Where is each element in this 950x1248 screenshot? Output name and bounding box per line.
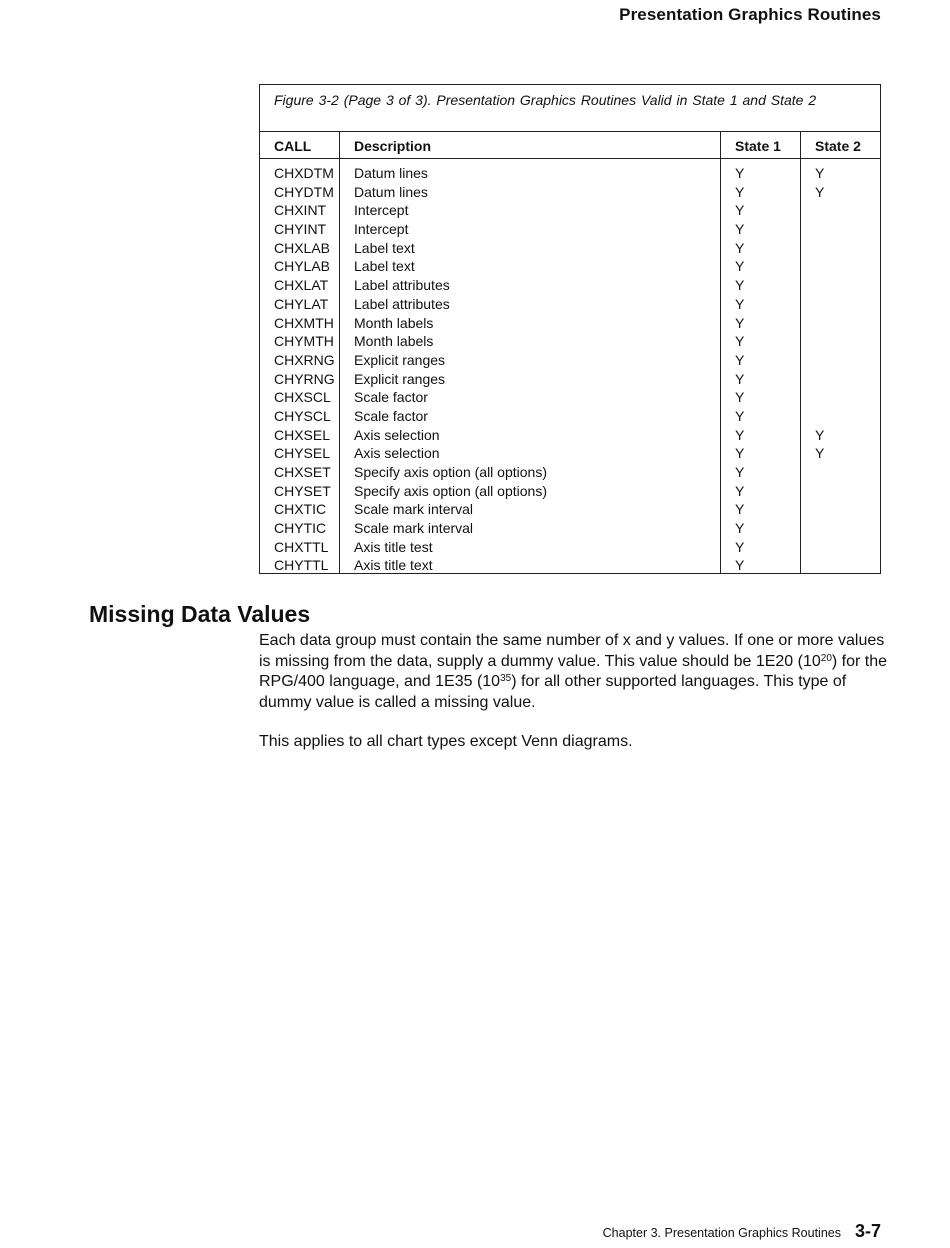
description-cell: Axis title text [354,557,433,574]
table-row [260,201,880,220]
description-cell: Label attributes [354,277,450,294]
description-cell: Explicit ranges [354,351,446,368]
state1-cell: Y [735,407,745,424]
description-cell: Scale factor [354,407,428,424]
state1-cell: Y [735,389,745,406]
call-cell: CHXSET [274,464,331,480]
body-paragraph [259,631,889,714]
table-row [260,183,880,202]
table-row [260,257,880,276]
state1-cell: Y [735,501,745,518]
state1-cell: Y [735,482,745,499]
paragraph-text: ) for all other supported languages. This type of dummy value is called a missing value. [259,673,847,712]
table-row [260,388,880,407]
table-row [260,519,880,538]
state1-cell: Y [735,370,745,387]
call-cell: CHYSEL [274,445,331,462]
state2-cell: Y [815,165,825,181]
description-cell: Scale mark interval [354,501,474,518]
table-row [260,351,880,370]
state1-cell: Y [735,314,745,331]
figure-caption: Figure 3-2 (Page 3 of 3). Presentation Graphics Routines Valid in State 1 and State 2 [274,92,817,108]
page-number: 3-7 [854,1221,881,1241]
description-cell: Axis selection [354,426,440,443]
state1-cell: Y [735,277,745,294]
table-row [260,538,880,557]
column-header-call: CALL [274,138,312,154]
description-cell: Intercept [354,221,409,238]
call-cell: CHYMTH [274,333,334,350]
description-cell: Label text [354,239,415,256]
table-row [260,463,880,482]
state2-cell: Y [815,426,825,443]
call-cell: CHXSCL [274,389,331,406]
table-row [260,444,880,463]
table-row [260,407,880,426]
call-cell: CHXTTL [274,538,329,555]
call-cell: CHXLAB [274,239,331,256]
column-header-state1: State 1 [735,138,781,154]
call-cell: CHYRNG [274,370,335,387]
call-cell: CHXDTM [274,165,334,181]
description-cell: Datum lines [354,183,428,200]
superscript-exponent: 35 [500,673,512,685]
table-row [260,332,880,351]
table-row [260,426,880,445]
state1-cell: Y [735,333,745,350]
figure-table [259,84,881,574]
call-cell: CHYSCL [274,407,331,424]
table-row [260,220,880,239]
description-cell: Month labels [354,314,434,331]
call-cell: CHYTIC [274,520,327,537]
table-row [260,500,880,519]
table-row [260,164,880,183]
call-cell: CHXRNG [274,351,335,368]
state2-cell: Y [815,445,825,462]
table-row [260,314,880,333]
table-body [260,164,880,575]
table-row [260,482,880,501]
call-cell: CHXINT [274,202,327,219]
superscript-exponent: 20 [820,652,832,664]
call-cell: CHXSEL [274,426,331,443]
description-cell: Scale factor [354,389,428,406]
footer-chapter-text: Chapter 3. Presentation Graphics Routines [602,1226,841,1240]
section-heading: Missing Data Values [89,601,311,627]
paragraph-text: ) for the RPG/400 language, and 1E35 (10 [259,652,888,691]
state1-cell: Y [735,183,745,200]
description-cell: Axis title test [354,538,433,555]
description-cell: Explicit ranges [354,370,446,387]
state1-cell: Y [735,221,745,238]
running-header-title: Presentation Graphics Routines [619,5,881,24]
paragraph-text: Each data group must contain the same number of x and y values. If one or more values is missing from the data, supply a dummy value. This value should be 1E20 (10 [259,632,885,670]
header-divider [260,158,880,159]
caption-divider [260,131,880,132]
column-header-description: Description [354,138,432,154]
state1-cell: Y [735,426,745,443]
call-cell: CHXMTH [274,314,334,331]
description-cell: Axis selection [354,445,440,462]
running-footer [603,1221,881,1242]
state1-cell: Y [735,538,745,555]
description-cell: Label text [354,258,415,275]
state1-cell: Y [735,557,745,574]
table-row [260,370,880,389]
call-cell: CHXTIC [274,501,327,518]
description-cell: Scale mark interval [354,520,474,537]
state1-cell: Y [735,165,745,181]
state2-cell: Y [815,183,825,200]
call-cell: CHYLAT [274,295,329,312]
description-cell: Specify axis option (all options) [354,464,547,480]
table-row [260,276,880,295]
description-cell: Intercept [354,202,409,219]
table-row [260,239,880,258]
call-cell: CHXLAT [274,277,329,294]
description-cell: Specify axis option (all options) [354,482,547,499]
call-cell: CHYSET [274,482,331,499]
state1-cell: Y [735,445,745,462]
state1-cell: Y [735,295,745,312]
call-cell: CHYTTL [274,557,329,574]
call-cell: CHYDTM [274,183,334,200]
state1-cell: Y [735,202,745,219]
table-row [260,295,880,314]
call-cell: CHYINT [274,221,327,238]
description-cell: Label attributes [354,295,450,312]
column-header-state2: State 2 [815,138,861,154]
state1-cell: Y [735,351,745,368]
state1-cell: Y [735,520,745,537]
table-row [260,556,880,575]
state1-cell: Y [735,258,745,275]
call-cell: CHYLAB [274,258,331,275]
description-cell: Datum lines [354,165,428,181]
state1-cell: Y [735,239,745,256]
state1-cell: Y [735,464,745,480]
body-paragraph: This applies to all chart types except Venn diagrams. [259,733,633,750]
description-cell: Month labels [354,333,434,350]
